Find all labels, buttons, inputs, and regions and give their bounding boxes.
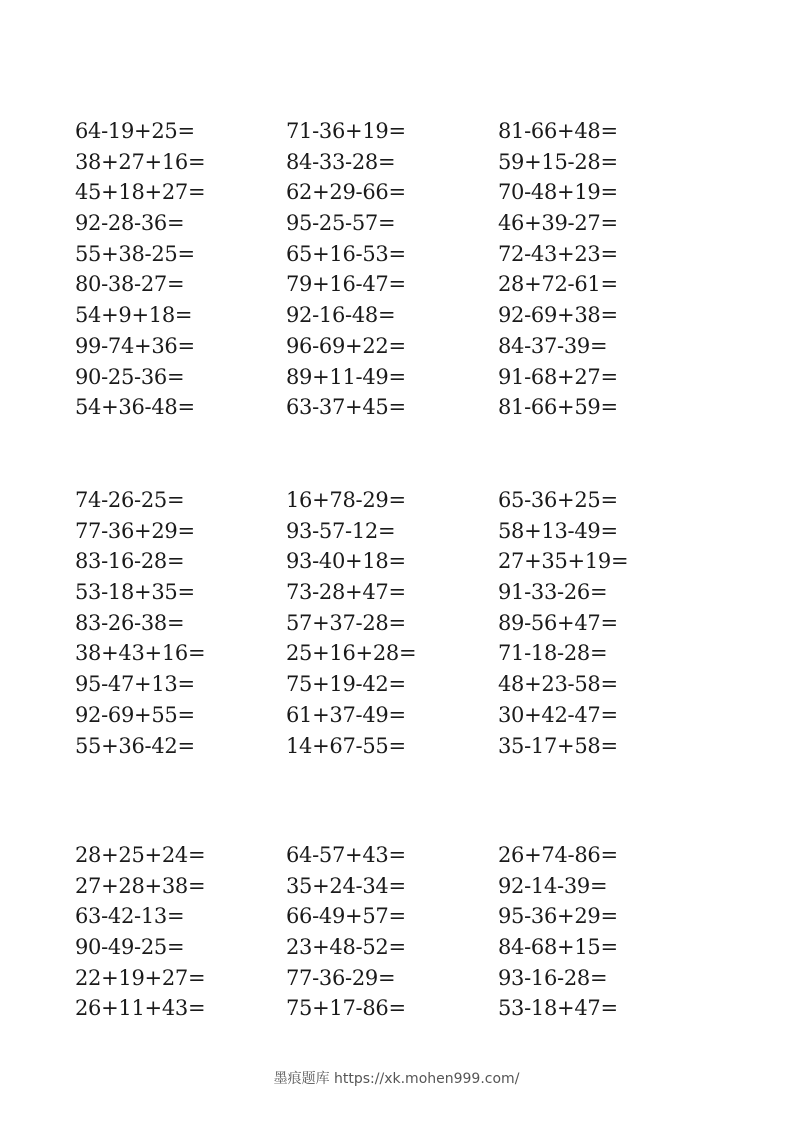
math-problem: 70-48+19= bbox=[498, 180, 618, 205]
math-problem: 95-47+13= bbox=[75, 672, 195, 697]
math-problem: 95-36+29= bbox=[498, 904, 618, 929]
problem-column-3 bbox=[498, 116, 618, 423]
math-problem: 53-18+47= bbox=[498, 996, 618, 1021]
math-problem: 72-43+23= bbox=[498, 241, 618, 266]
math-problem: 95-25-57= bbox=[286, 211, 396, 236]
math-problem: 90-25-36= bbox=[75, 364, 185, 389]
math-problem: 57+37-28= bbox=[286, 610, 406, 635]
math-problem: 75+19-42= bbox=[286, 672, 406, 697]
math-problem: 90-49-25= bbox=[75, 935, 185, 960]
math-problem: 63-37+45= bbox=[286, 395, 406, 420]
math-problem: 73-28+47= bbox=[286, 580, 406, 605]
math-problem: 28+25+24= bbox=[75, 843, 206, 867]
math-problem: 63-42-13= bbox=[75, 904, 185, 929]
math-problem: 26+11+43= bbox=[75, 996, 206, 1021]
math-problem: 89+11-49= bbox=[286, 364, 406, 389]
math-problem: 81-66+59= bbox=[498, 395, 618, 420]
math-problem: 93-57-12= bbox=[286, 518, 396, 543]
math-problem: 16+78-29= bbox=[286, 488, 406, 512]
math-problem: 84-37-39= bbox=[498, 333, 608, 358]
math-problem: 92-16-48= bbox=[286, 303, 396, 328]
math-problem: 93-40+18= bbox=[286, 549, 406, 574]
math-problem: 62+29-66= bbox=[286, 180, 406, 205]
math-problem: 48+23-58= bbox=[498, 672, 618, 697]
math-problem: 99-74+36= bbox=[75, 333, 195, 358]
math-problem: 30+42-47= bbox=[498, 702, 618, 727]
math-problem: 91-33-26= bbox=[498, 580, 608, 605]
math-problem: 84-68+15= bbox=[498, 935, 618, 960]
math-problem: 92-69+55= bbox=[75, 702, 195, 727]
math-problem: 38+27+16= bbox=[75, 149, 206, 174]
math-problem: 96-69+22= bbox=[286, 333, 406, 358]
math-problem: 93-16-28= bbox=[498, 965, 608, 990]
math-problem: 38+43+16= bbox=[75, 641, 206, 666]
problem-column-2 bbox=[286, 840, 406, 1024]
math-problem: 26+74-86= bbox=[498, 843, 618, 867]
math-problem: 14+67-55= bbox=[286, 733, 406, 758]
math-problem: 53-18+35= bbox=[75, 580, 195, 605]
math-problem: 89-56+47= bbox=[498, 610, 618, 635]
math-problem: 54+36-48= bbox=[75, 395, 195, 420]
math-problem: 65-36+25= bbox=[498, 488, 618, 512]
math-problem: 71-18-28= bbox=[498, 641, 608, 666]
math-problem: 84-33-28= bbox=[286, 149, 396, 174]
math-problem: 28+72-61= bbox=[498, 272, 618, 297]
math-problem: 79+16-47= bbox=[286, 272, 406, 297]
math-problem: 74-26-25= bbox=[75, 488, 185, 512]
math-problem: 83-16-28= bbox=[75, 549, 185, 574]
problem-column-3 bbox=[498, 485, 628, 761]
math-problem: 35+24-34= bbox=[286, 873, 406, 898]
math-problem: 59+15-28= bbox=[498, 149, 618, 174]
math-problem: 46+39-27= bbox=[498, 211, 618, 236]
problem-column-1 bbox=[75, 840, 205, 1024]
math-problem: 58+13-49= bbox=[498, 518, 618, 543]
math-problem: 55+38-25= bbox=[75, 241, 195, 266]
problem-column-2 bbox=[286, 116, 406, 423]
math-problem: 81-66+48= bbox=[498, 119, 618, 143]
math-problem: 35-17+58= bbox=[498, 733, 618, 758]
math-problem: 54+9+18= bbox=[75, 303, 193, 328]
math-problem: 75+17-86= bbox=[286, 996, 406, 1021]
math-problem: 45+18+27= bbox=[75, 180, 206, 205]
math-problem: 71-36+19= bbox=[286, 119, 406, 143]
math-problem: 64-19+25= bbox=[75, 119, 195, 143]
problem-column-3 bbox=[498, 840, 618, 1024]
math-problem: 25+16+28= bbox=[286, 641, 417, 666]
footer-watermark: 墨痕题库 https://xk.mohen999.com/ bbox=[273, 1071, 520, 1087]
math-problem: 65+16-53= bbox=[286, 241, 406, 266]
math-problem: 77-36-29= bbox=[286, 965, 396, 990]
math-problem: 92-14-39= bbox=[498, 873, 608, 898]
math-problem: 92-69+38= bbox=[498, 303, 618, 328]
math-problem: 91-68+27= bbox=[498, 364, 618, 389]
math-problem: 83-26-38= bbox=[75, 610, 185, 635]
math-problem: 23+48-52= bbox=[286, 935, 406, 960]
math-problem: 27+28+38= bbox=[75, 873, 206, 898]
math-problem: 22+19+27= bbox=[75, 965, 206, 990]
math-problem: 64-57+43= bbox=[286, 843, 406, 867]
math-problem: 27+35+19= bbox=[498, 549, 629, 574]
problem-column-1 bbox=[75, 485, 205, 761]
math-problem: 92-28-36= bbox=[75, 211, 185, 236]
math-problem: 80-38-27= bbox=[75, 272, 185, 297]
problem-column-2 bbox=[286, 485, 416, 761]
math-problem: 77-36+29= bbox=[75, 518, 195, 543]
math-problem: 66-49+57= bbox=[286, 904, 406, 929]
math-problem: 61+37-49= bbox=[286, 702, 406, 727]
problem-column-1 bbox=[75, 116, 205, 423]
math-problem: 55+36-42= bbox=[75, 733, 195, 758]
